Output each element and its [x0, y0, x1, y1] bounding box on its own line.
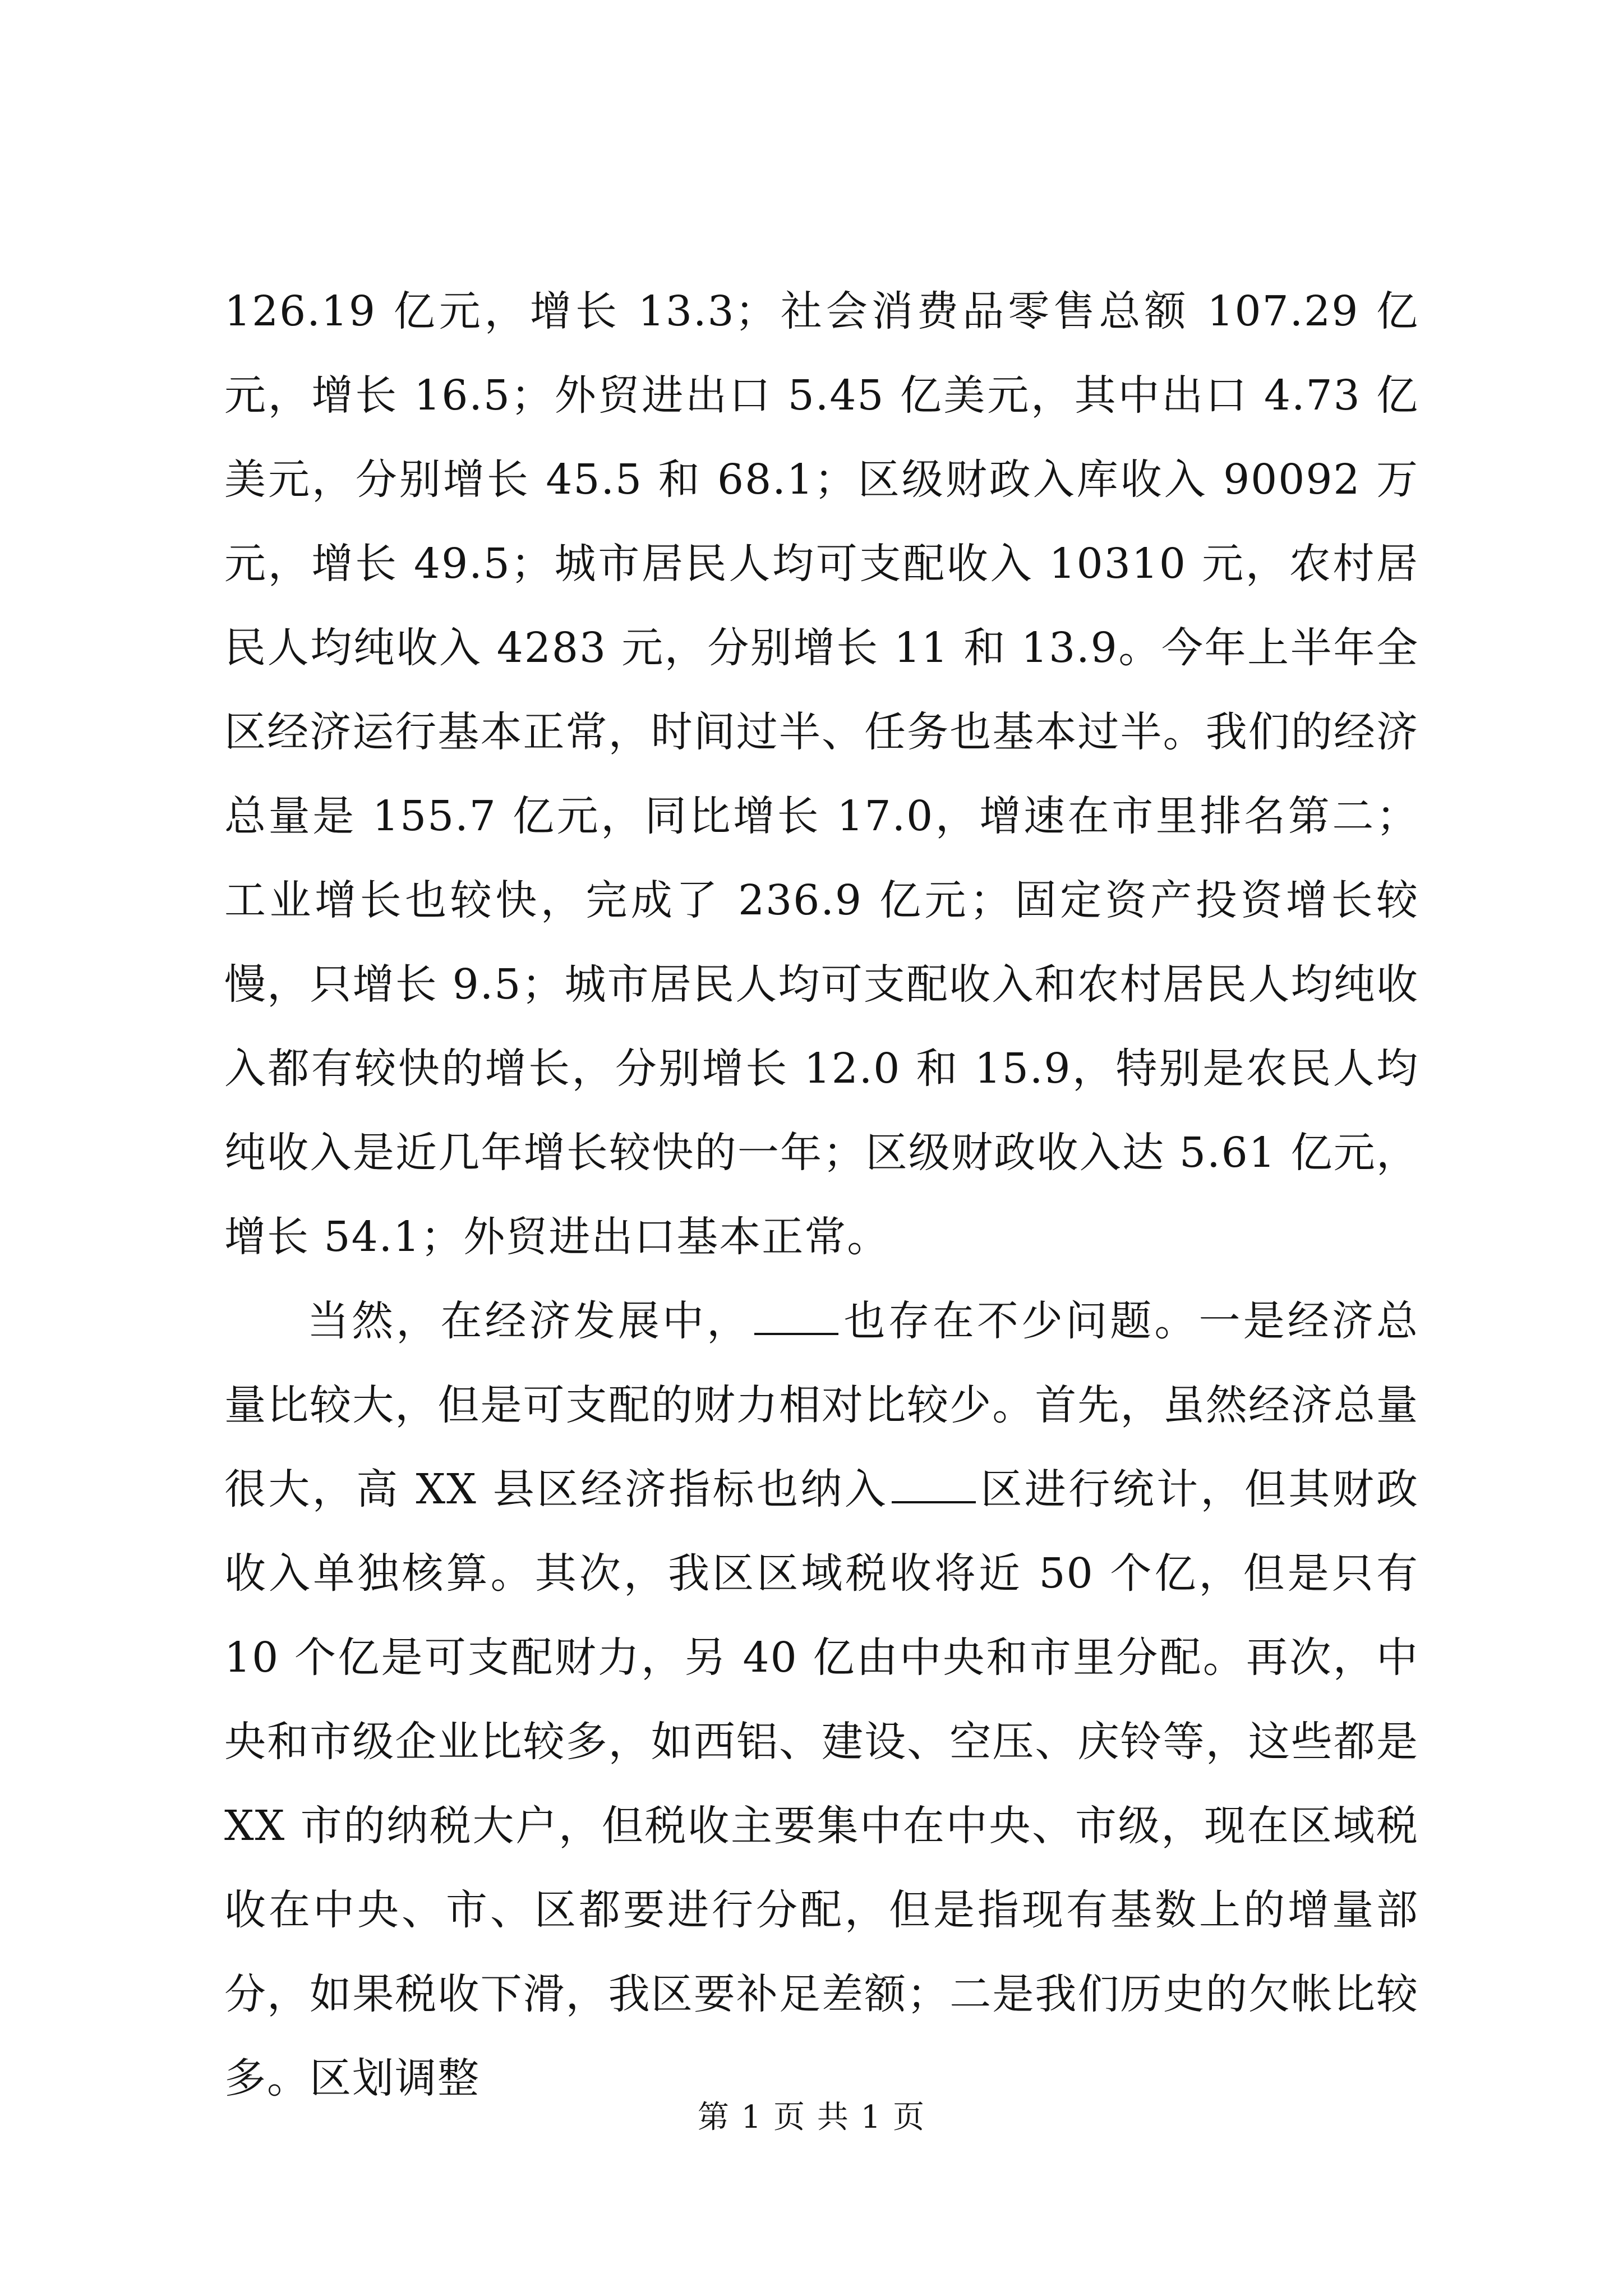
document-body	[224, 269, 1419, 2120]
paragraph-economic-figures	[224, 269, 1419, 1279]
paragraph-segment: 区进行统计，但其财政收入单独核算。其次，我区区域税收将近 50 个亿，但是只有 10 个亿是可支配财力，另 40 亿由中央和市里分配。再次，中央和市级企业比较多，如西铝、建设、空压、庆铃等，这些都是 XX 市的纳税大户，但税收主要集中在中央、市级，现在区域税收在中央、市、区都要进行分配，但是指现有基数上的增量部分，如果税收下滑，我区要补足差额；二是我们历史的欠帐比较多。区划调整	[224, 1465, 1419, 2102]
page-number-label: 第 1 页 共 1 页	[697, 2099, 926, 2136]
paragraph-text: 126.19 亿元，增长 13.3；社会消费品零售总额 107.29 亿元，增长 16.5；外贸进出口 5.45 亿美元，其中出口 4.73 亿美元，分别增长 45.5 和 68.1；区级财政入库收入 90092 万元，增长 49.5；城市居民人均可支配收入 10310 元，农村居民人均纯收入 4283 元，分别增长 11 和 13.9。今年上半年全区经济运行基本正常，时间过半、任务也基本过半。我们的经济总量是 155.7 亿元，同比增长 17.0，增速在市里排名第二；工业增长也较快，完成了 236.9 亿元；固定资产投资增长较慢，只增长 9.5；城市居民人均可支配收入和农村居民人均纯收入都有较快的增长，分别增长 12.0 和 15.9，特别是农民人均纯收入是近几年增长较快的一年；区级财政收入达 5.61 亿元，增长 54.1；外贸进出口基本正常。	[224, 287, 1419, 1261]
blank-underline	[754, 1296, 838, 1335]
blank-underline	[892, 1464, 976, 1503]
page-footer	[0, 2092, 1623, 2137]
paragraph-problems	[224, 1279, 1419, 2120]
paragraph-segment: 当然，在经济发展中，	[307, 1297, 751, 1345]
paragraph-segment: 也存在不少问题。一是经济总量比较大，但是可支配的财力相对比较少。首先，虽然经济总量很大，高 XX 县区经济指标也纳入	[224, 1297, 1419, 1513]
